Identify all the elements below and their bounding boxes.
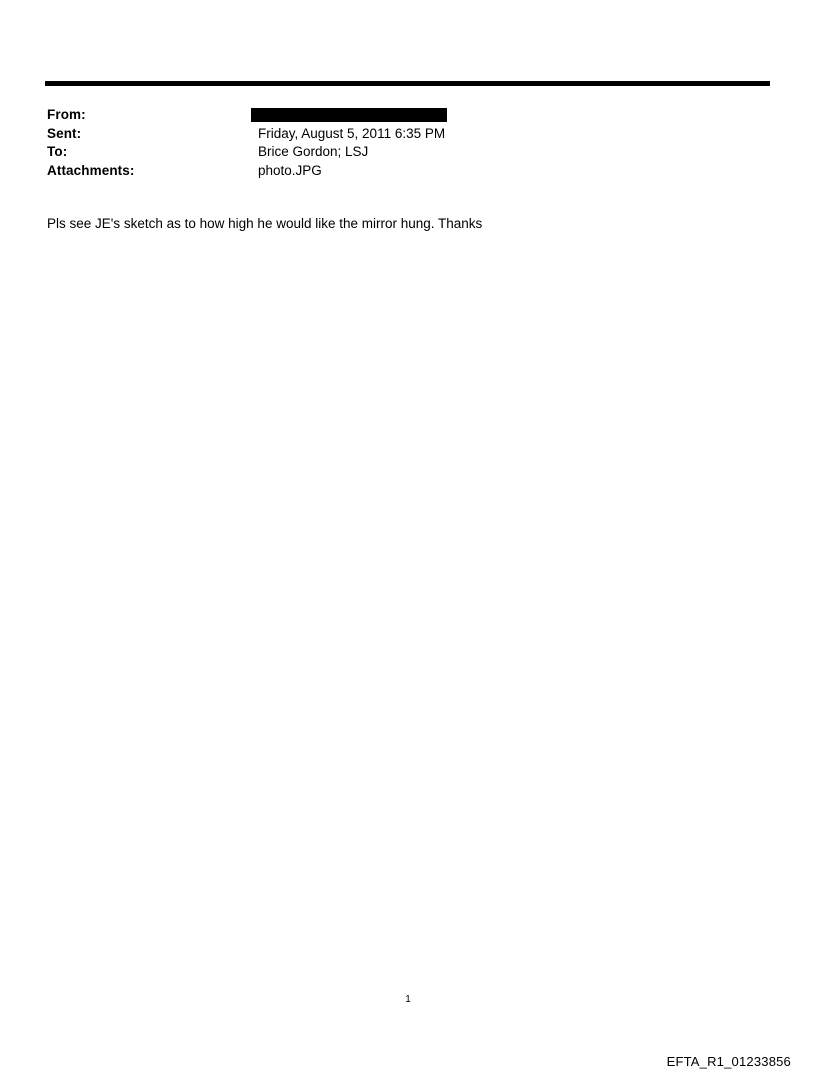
email-header-block [47,106,772,180]
header-value-sent: Friday, August 5, 2011 6:35 PM [258,125,446,141]
redaction-bar-from [251,108,447,122]
header-label-sent: Sent: [47,125,82,141]
header-row-to [47,143,772,162]
header-label-to: To: [47,144,68,159]
bates-stamp: EFTA_R1_01233856 [666,1054,791,1069]
header-value-attachments: photo.JPG [258,162,322,178]
email-body-text: Pls see JE's sketch as to how high he would like the mirror hung. Thanks [47,216,483,231]
header-label-from: From: [47,107,86,122]
header-row-attachments [47,162,772,181]
header-value-to: Brice Gordon; LSJ [258,144,369,159]
header-label-attachments: Attachments: [47,162,135,178]
header-divider-rule [45,81,770,86]
header-row-from [47,106,772,125]
page-number: 1 [405,994,411,1005]
header-row-sent [47,125,772,144]
